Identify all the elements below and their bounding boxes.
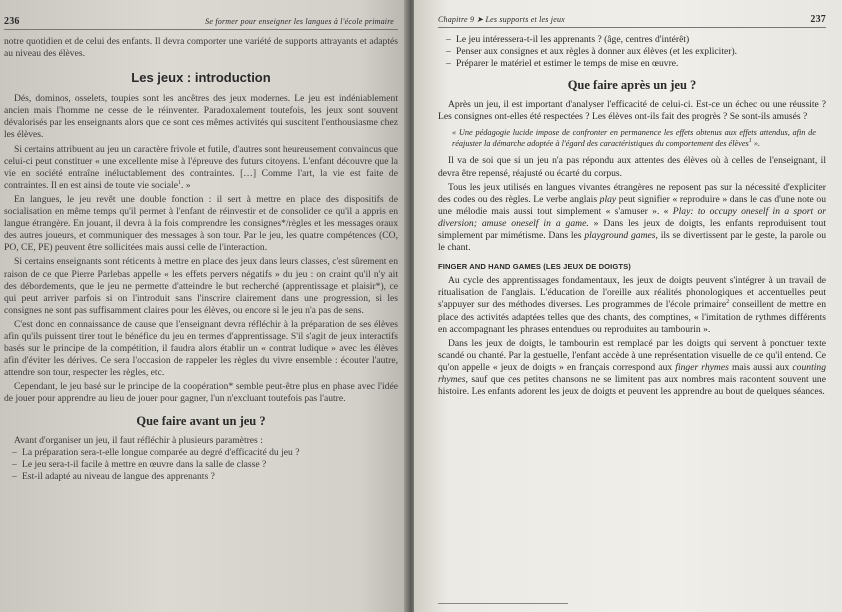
list-item: – Penser aux consignes et aux règles à donner aux élèves (et les expliciter). [446, 46, 826, 58]
p4-text-b: conseillent de mettre en place des activités adaptées telles que des chants, des comptines, « l'imitation de rythmes différents en accompagnant les phrases entendues ou reproduites au tambourin ». [438, 299, 826, 335]
term-play: play [599, 193, 617, 205]
p3-text-d: , ils se divertissent par le geste, la parole ou le chant. [438, 230, 826, 254]
right-paragraph-4 [438, 275, 826, 335]
left-page [0, 0, 408, 612]
right-page [414, 0, 842, 612]
left-paragraph-3: En langues, le jeu revêt une double fonction : il sert à mettre en place des dispositifs de socialisation en même temps qu'il permet à l'enfant de réinvestir et de consolider ce qu'il a appris en langue étrangère. En jouant, il devra à la fois comprendre les consignes*/règles et les messages oraux des autres joueurs, et communiquer des messages à son tour. Par le jeu, les quatre compétences (CO, PO, CE, PE) peuvent être sollicitées mais aussi celle de l'interaction. [4, 193, 398, 254]
term-finger-rhymes: finger rhymes [675, 361, 729, 373]
p3-text-c: » Dans les jeux de doigts, les enfants reproduisent tout simplement par mimétisme. Dans les [438, 217, 826, 242]
left-paragraph-6: Cependant, le jeu basé sur le principe de la coopération* semble peut-être plus en phase avec l'idée de jouer pour apprendre au lieu de jouer pour gagner, l'un n'excluant toutefois pas l'autre. [4, 381, 398, 405]
left-paragraph-2-text: Si certains attribuent au jeu un caractère frivole et futile, d'autres sont heureusement convaincus que celui-ci peut constituer « une excellente mise à l'épreuve des futurs citoyens. L'enfant découvre que la vie en société entraîne inéluctablement des contraintes. […] Comme l'art, la vie est faite de contraintes. Il en est ainsi de toute vie sociale [4, 143, 398, 191]
list-item: – La préparation sera-t-elle longue comparée au degré d'efficacité du jeu ? [12, 447, 398, 459]
footnote-ref-1: 1 [177, 179, 181, 186]
p3-text-a: Tous les jeux utilisés en langues vivantes étrangères ne reposent pas sur la nécessité d'expliciter des codes ou des règles. Le verbe anglais [438, 181, 826, 205]
right-page-number: 237 [810, 14, 826, 25]
left-running-head [4, 16, 398, 30]
right-running-title: Chapitre 9 ➤ Les supports et les jeux [438, 15, 565, 24]
quote-end: ». [751, 139, 761, 149]
heading-apres-un-jeu: Que faire après un jeu ? [567, 78, 697, 93]
list-item: – Le jeu intéressera-t-il les apprenants ? (âge, centres d'intérêt) [446, 34, 826, 46]
p4-text-a: Au cycle des apprentissages fondamentaux, les jeux de doigts peuvent s'intégrer à un travail de ritualisation de l'anglais. L'éducation de l'oreille aux réalités phonologiques et accentuelles peut s'appuyer sur des méthodes diverses. Les programmes de l'école primaire [438, 275, 826, 311]
p5-text-a: Dans les jeux de doigts, le tambourin est remplacé par les doigts qui servent à ponctuer texte scandé ou chanté. Par la gestuelle, l'enfant accède à une représentation visuelle de ce qu'il entend. Ce qu'on appelle « jeux de doigts » en français correspond aux [438, 337, 826, 373]
right-paragraph-1: Après un jeu, il est important d'analyser l'efficacité de celui-ci. Est-ce un échec ou une réussite ? Les consignes ont-elles été respectées ? Les élèves ont-ils fait des progrès ? Se sont-ils amusés ? [438, 99, 826, 123]
left-paragraph-4: Si certains enseignants sont réticents à mettre en place des jeux dans leurs classes, c'est sûrement en raison de ce que Pierre Parlebas appelle « les effets pervers négatifs » du jeu : on craint qu'il n'y ait des débordements, que le jeu ne permette d'atteindre le but recherché (apprentissage et plaisir*), ce qui peut arriver parfois si on l'introduit sans l'inscrire clairement dans une progression, si les consignes ne sont pas suffisamment claires pour les élèves, ou encore si le jeu n'a pas de sens. [4, 256, 398, 316]
left-paragraph-1: Dés, dominos, osselets, toupies sont les ancêtres des jeux modernes. Le jeu est indéniablement ancien mais l'homme ne cesse de le réinventer. Paradoxalement toutefois, les jeux sont souvent dévalorisés par les enseignants alors que ce sont ces mêmes activités qui suscitent l'enthousiasme chez les élèves. [4, 93, 398, 141]
avant-checklist [4, 447, 398, 483]
left-page-number: 236 [4, 16, 20, 27]
heading-jeux-introduction: Les jeux : introduction [131, 70, 271, 86]
preparation-checklist [438, 34, 826, 70]
p3-text-b: peut signifier « reproduire » dans le cas d'une note ou une mélodie mais aussi tout simplement « s'amuser ». « [438, 193, 827, 217]
left-intro-paragraph: notre quotidien et de celui des enfants. Il devra comporter une variété de supports attrayants et adaptés au niveau des élèves. [4, 36, 398, 60]
play-definition: Play: to occupy oneself in a sport or diversion; amuse oneself in a game. [438, 205, 826, 229]
left-running-title: Se former pour enseigner les langues à l'école primaire [205, 17, 394, 26]
subheading-finger-games: FINGER AND HAND GAMES (LES JEUX DE DOIGTS) [438, 262, 631, 272]
left-paragraph-5: C'est donc en connaissance de cause que l'enseignant devra réfléchir à la préparation de ses élèves afin qu'ils puissent tirer tout le bénéfice du jeu en termes d'apprentissage. S'il s'agit de jeux interactifs basés sur le principe de la compétition, il faudra alors établir un « contrat ludique » avec les élèves afin d'éviter les dérives. Ce sera l'occasion de rappeler les règles du vivre ensemble : écouter l'autre, attendre son tour, respecter les règles, etc. [4, 318, 398, 379]
right-paragraph-5 [438, 338, 826, 398]
footnote-ref-1: 1 [748, 138, 752, 145]
left-paragraph-2 [4, 144, 398, 192]
p5-text-b: mais aussi aux [728, 361, 793, 373]
heading-avant-un-jeu: Que faire avant un jeu ? [136, 413, 266, 428]
quote-text: « Une pédagogie lucide impose de confronter en permanence les effets obtenus aux effets attendus, afin de réajuster la démarche adoptée à l'égard des caractéristiques du comportement des élèves [452, 128, 816, 149]
pedagogy-quote [452, 127, 816, 149]
p5-text-c: , sauf que ces petites chansons ne se limitent pas aux nombres mais racontent souvent une histoire. Les enfants adorent les jeux de doigts et peuvent les apprendre au bout de quelques séances. [438, 373, 826, 398]
left-paragraph-7: Avant d'organiser un jeu, il faut réfléchir à plusieurs paramètres : [14, 434, 263, 446]
right-paragraph-2: Il va de soi que si un jeu n'a pas répondu aux attentes des élèves où à celles de l'enseignant, il devra être repensé, réajusté ou écarté du corpus. [438, 155, 826, 179]
left-paragraph-2-end: . » [180, 179, 191, 191]
term-counting-rhymes: counting rhymes [438, 361, 826, 385]
footnote-rule [438, 603, 568, 604]
footnote-ref-2: 2 [726, 299, 730, 306]
list-item: – Préparer le matériel et estimer le temps de mise en œuvre. [446, 58, 826, 70]
list-item: – Est-il adapté au niveau de langue des apprenants ? [12, 471, 398, 483]
right-paragraph-3 [438, 182, 826, 255]
term-playground-games: playground games [584, 230, 656, 242]
list-item: – Le jeu sera-t-il facile à mettre en œuvre dans la salle de classe ? [12, 459, 398, 471]
right-running-head [438, 14, 826, 28]
